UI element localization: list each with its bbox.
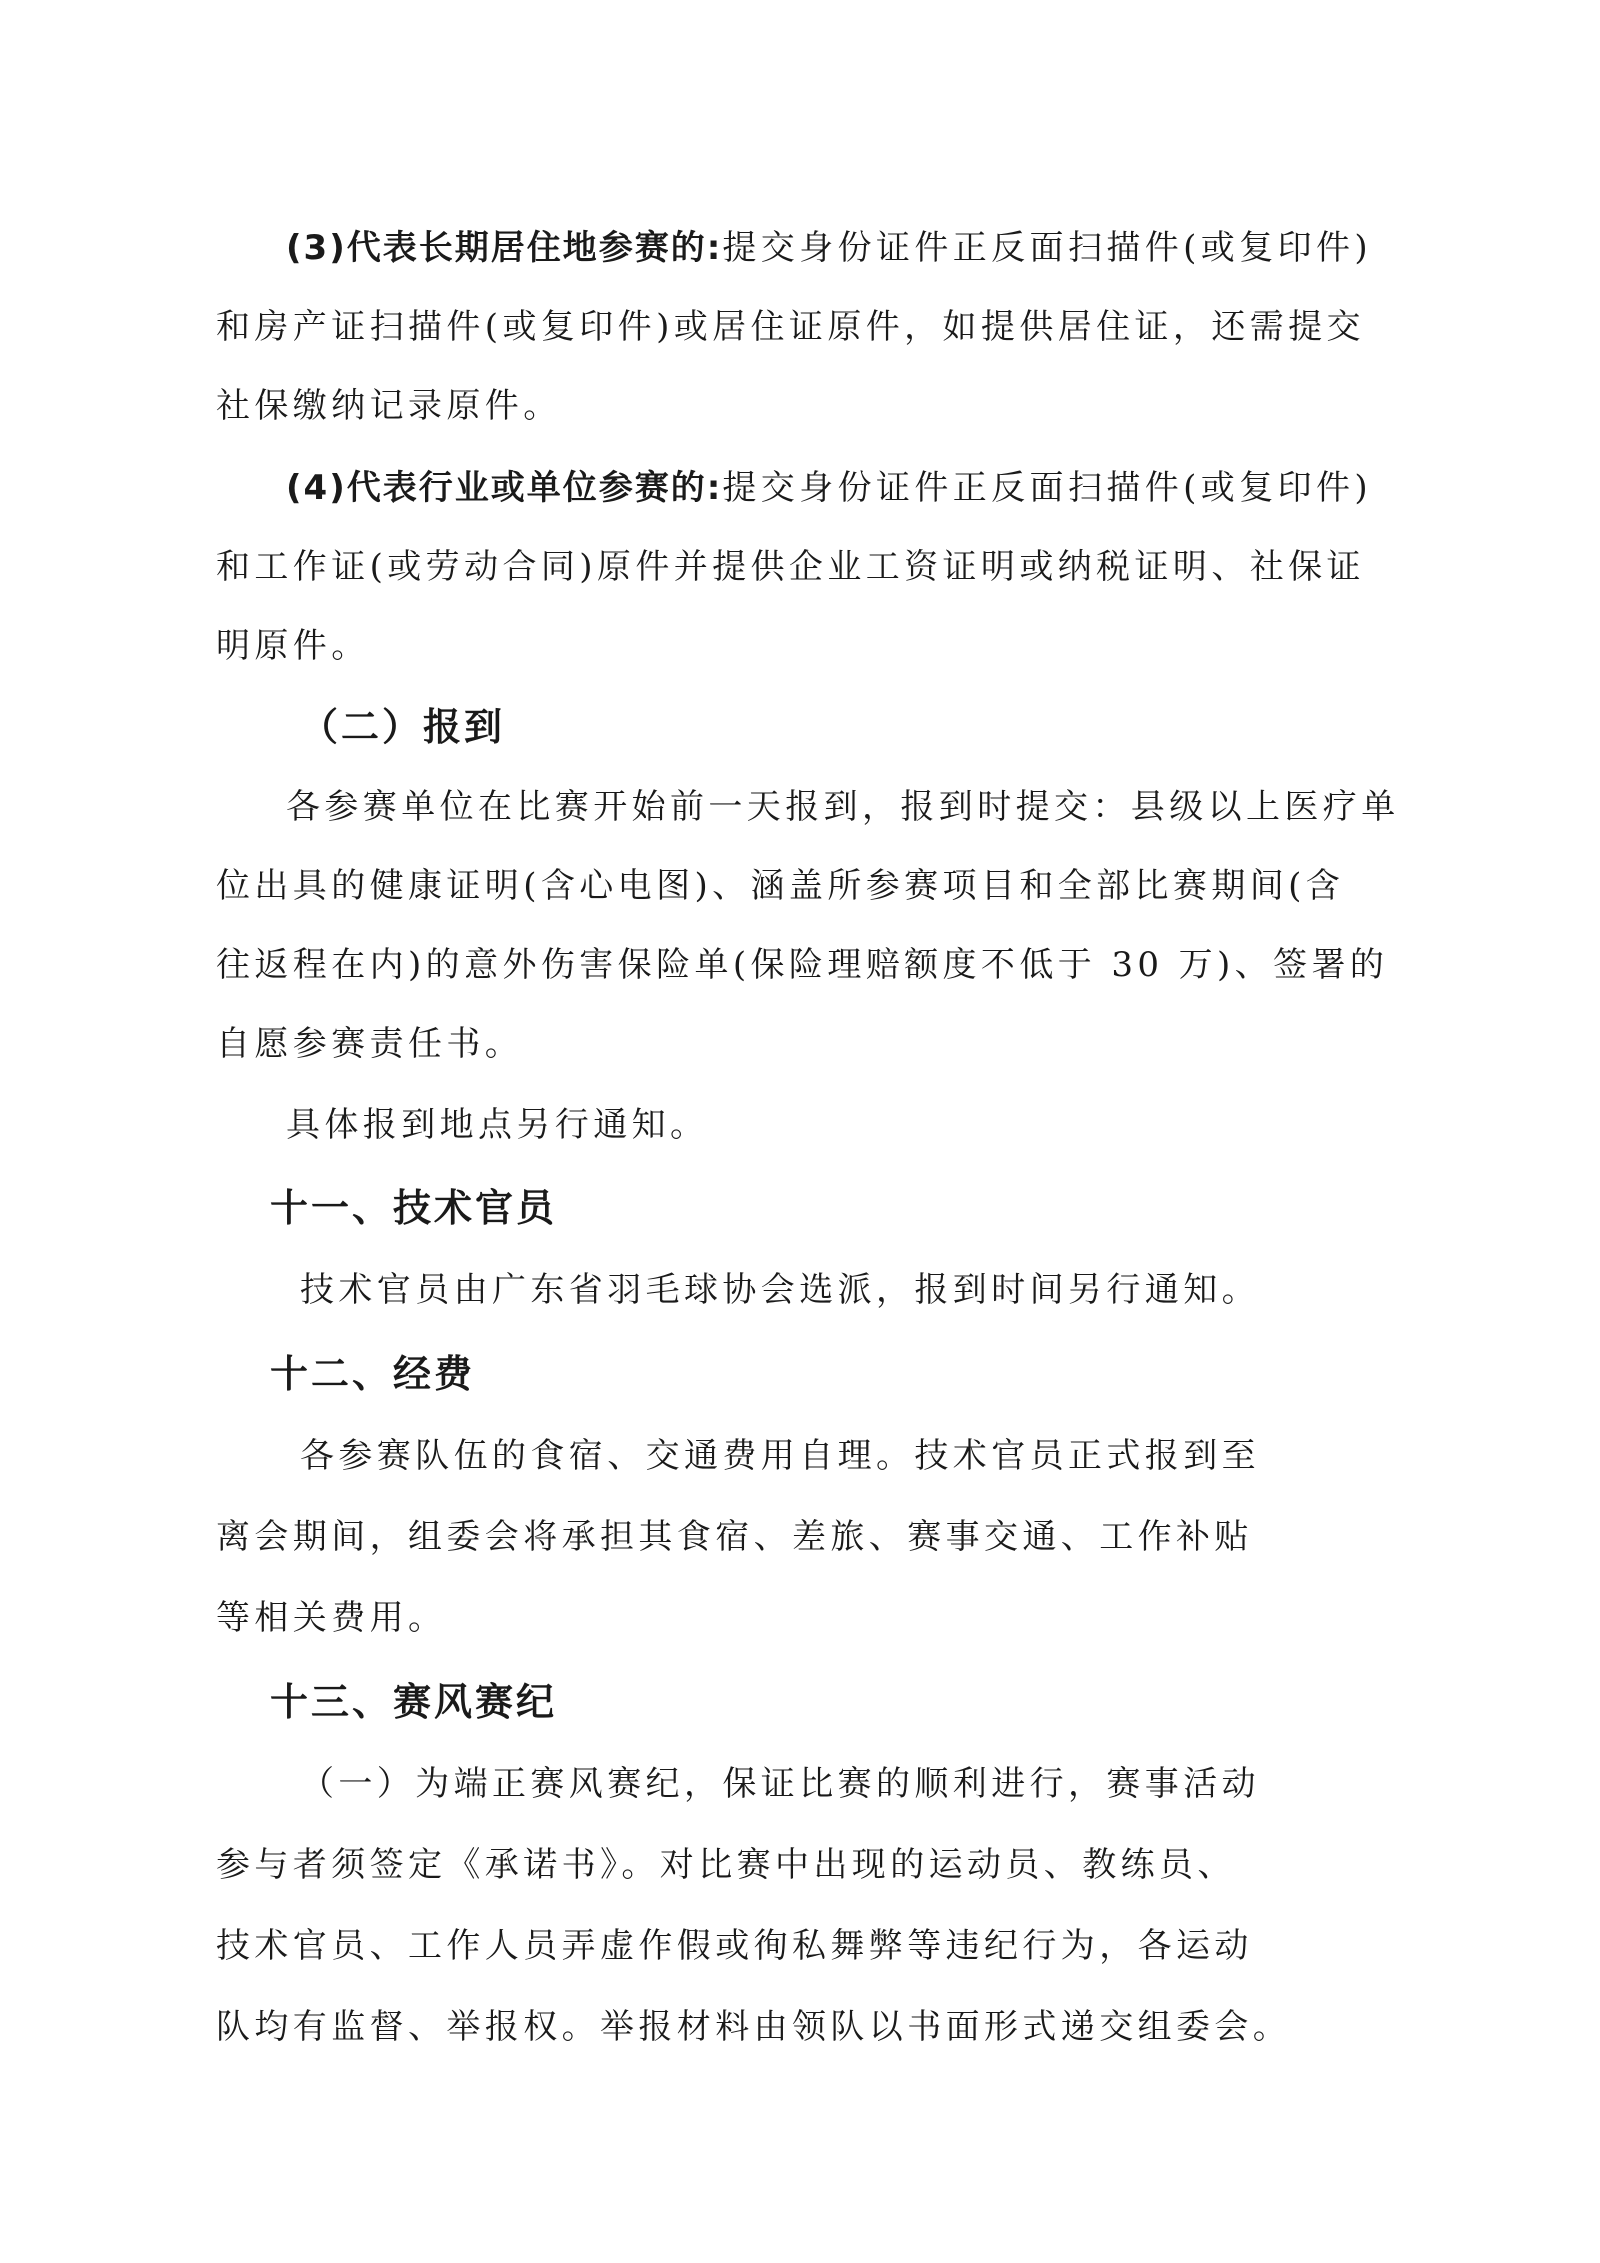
section-heading-11: 十一、技术官员	[270, 1186, 558, 1230]
paragraph-line: 技术官员、工作人员弄虚作假或徇私舞弊等违纪行为，各运动	[216, 1926, 1253, 1966]
section-heading-13: 十三、赛风赛纪	[270, 1680, 558, 1724]
paragraph-line	[286, 224, 1372, 272]
paragraph-line: 具体报到地点另行通知。	[286, 1105, 709, 1145]
paragraph-line: 明原件。	[216, 626, 370, 666]
paragraph-line	[286, 464, 1372, 512]
paragraph-line: 各参赛队伍的食宿、交通费用自理。技术官员正式报到至	[300, 1436, 1260, 1476]
paragraph-line: 社保缴纳记录原件。	[216, 386, 562, 426]
paragraph-line: 技术官员由广东省羽毛球协会选派，报到时间另行通知。	[300, 1270, 1260, 1310]
paragraph-lead: (4)代表行业或单位参赛的:	[286, 468, 723, 508]
paragraph-line: 参与者须签定《承诺书》。对比赛中出现的运动员、教练员、	[216, 1845, 1236, 1885]
paragraph-line: 各参赛单位在比赛开始前一天报到，报到时提交：县级以上医疗单	[286, 787, 1400, 827]
paragraph-line: 位出具的健康证明(含心电图)、涵盖所参赛项目和全部比赛期间(含	[216, 866, 1345, 906]
section-heading-12: 十二、经费	[270, 1352, 476, 1396]
paragraph-line: 和房产证扫描件(或复印件)或居住证原件，如提供居住证，还需提交	[216, 307, 1365, 347]
paragraph-text: 提交身份证件正反面扫描件(或复印件)	[722, 228, 1373, 268]
paragraph-line: 队均有监督、举报权。举报材料由领队以书面形式递交组委会。	[216, 2007, 1292, 2047]
paragraph-line: 和工作证(或劳动合同)原件并提供企业工资证明或纳税证明、社保证	[216, 547, 1365, 587]
paragraph-line: （一）为端正赛风赛纪，保证比赛的顺利进行，赛事活动	[300, 1764, 1260, 1804]
subheading-baodao: （二）报到	[300, 705, 506, 749]
paragraph-line: 往返程在内)的意外伤害保险单(保险理赔额度不低于 30 万)、签署的	[216, 945, 1389, 985]
paragraph-lead: (3)代表长期居住地参赛的:	[286, 228, 723, 268]
paragraph-line: 等相关费用。	[216, 1598, 447, 1638]
paragraph-line: 自愿参赛责任书。	[216, 1024, 524, 1064]
paragraph-text: 提交身份证件正反面扫描件(或复印件)	[722, 468, 1373, 508]
paragraph-line: 离会期间，组委会将承担其食宿、差旅、赛事交通、工作补贴	[216, 1517, 1253, 1557]
